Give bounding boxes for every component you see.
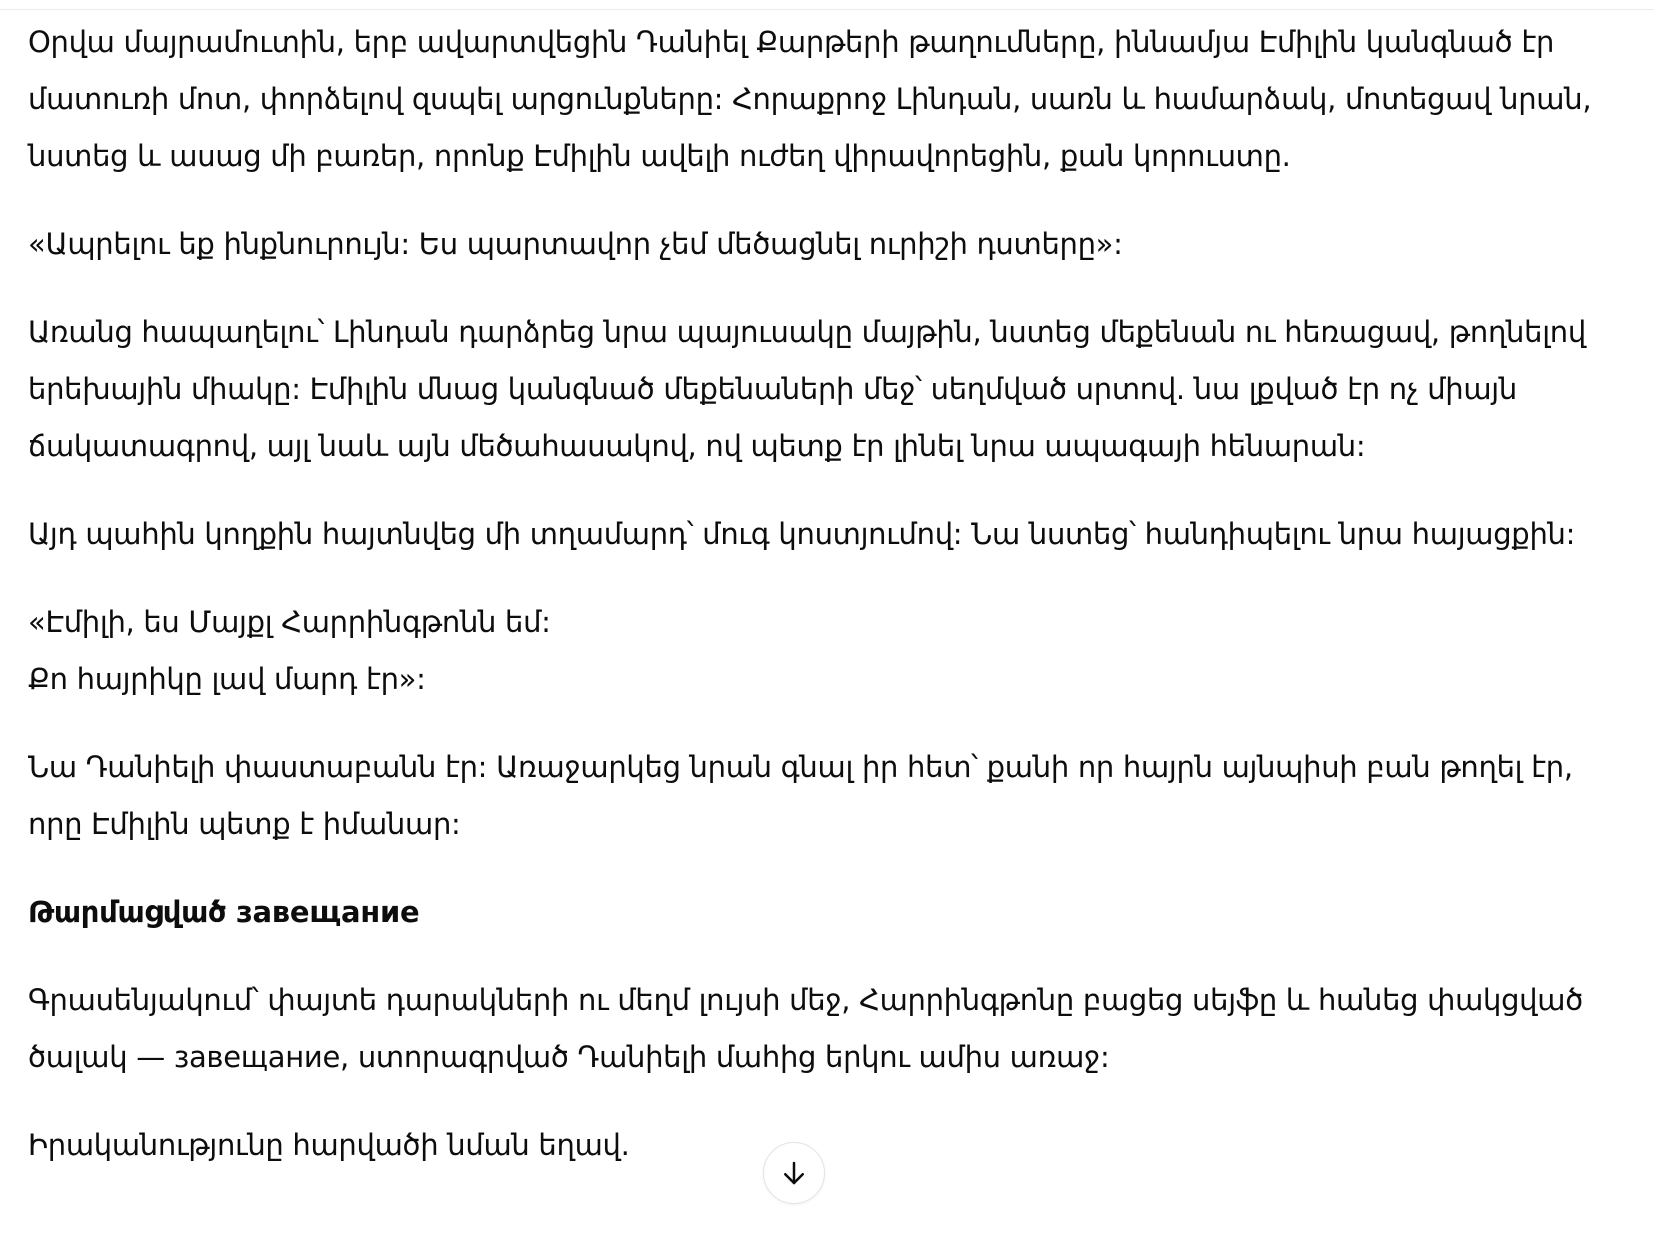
arrow-down-icon bbox=[779, 1158, 809, 1188]
section-heading: Թարմացված завещание bbox=[28, 895, 420, 929]
top-divider bbox=[0, 0, 1654, 10]
scroll-to-bottom-button[interactable] bbox=[763, 1142, 825, 1204]
paragraph-funeral: Օրվա մայրամուտին, երբ ավարտվեցին Դանիել Քարթերի թաղումները, իննամյա Էմիլին կանգնած էր մատուռի մոտ, փորձելով զսպել արցունքները: Հորաքրոջ Լինդան, սառն և համարձակ, մոտեցավ նրան, նստեց և ասաց մի բառեր, որոնք Էմիլին ավելի ուժեղ վիրավորեցին, քան կորուստը. bbox=[28, 25, 1592, 173]
paragraph-linda-quote: «Ապրելու եք ինքնուրույն: Ես պարտավոր չեմ մեծացնել ուրիշի դստերը»: bbox=[28, 227, 1123, 261]
paragraph-abandoned: Առանց հապաղելու՝ Լինդան դարձրեց նրա պայուսակը մայթին, նստեց մեքենան ու հեռացավ, թողնելով երեխային միակը: Էմիլին մնաց կանգնած մեքենաների մեջ՝ սեղմված սրտով. նա լքված էր ոչ միայն ճակատագրով, այլ նաև այն մեծահասակով, ով պետք էր լինել նրա ապագայի հենարան: bbox=[28, 315, 1586, 463]
article-content bbox=[28, 14, 1608, 1174]
paragraph-reality: Իրականությունը հարվածի նման եղավ. bbox=[28, 1128, 630, 1162]
paragraph-lawyer: Նա Դանիելի փաստաբանն էր: Առաջարկեց նրան գնալ իր հետ՝ քանի որ հայրն այնպիսի բան թողել էր, որը Էմիլին պետք է իմանար: bbox=[28, 750, 1573, 841]
paragraph-michael-quote: «Էմիլի, ես Մայքլ Հարրինգթոնն եմ: Քո հայրիկը լավ մարդ էր»: bbox=[28, 605, 551, 696]
paragraph-office: Գրասենյակում՝ փայտե դարակների ու մեղմ լույսի մեջ, Հարրինգթոնը բացեց սեյֆը և հանեց փակցված ծալակ — завещание, ստորագրված Դանիելի մահից երկու ամիս առաջ: bbox=[28, 983, 1583, 1074]
paragraph-man-appears: Այդ պահին կողքին հայտնվեց մի տղամարդ՝ մուգ կոստյումով: Նա նստեց՝ հանդիպելու նրա հայացքին: bbox=[28, 517, 1576, 551]
